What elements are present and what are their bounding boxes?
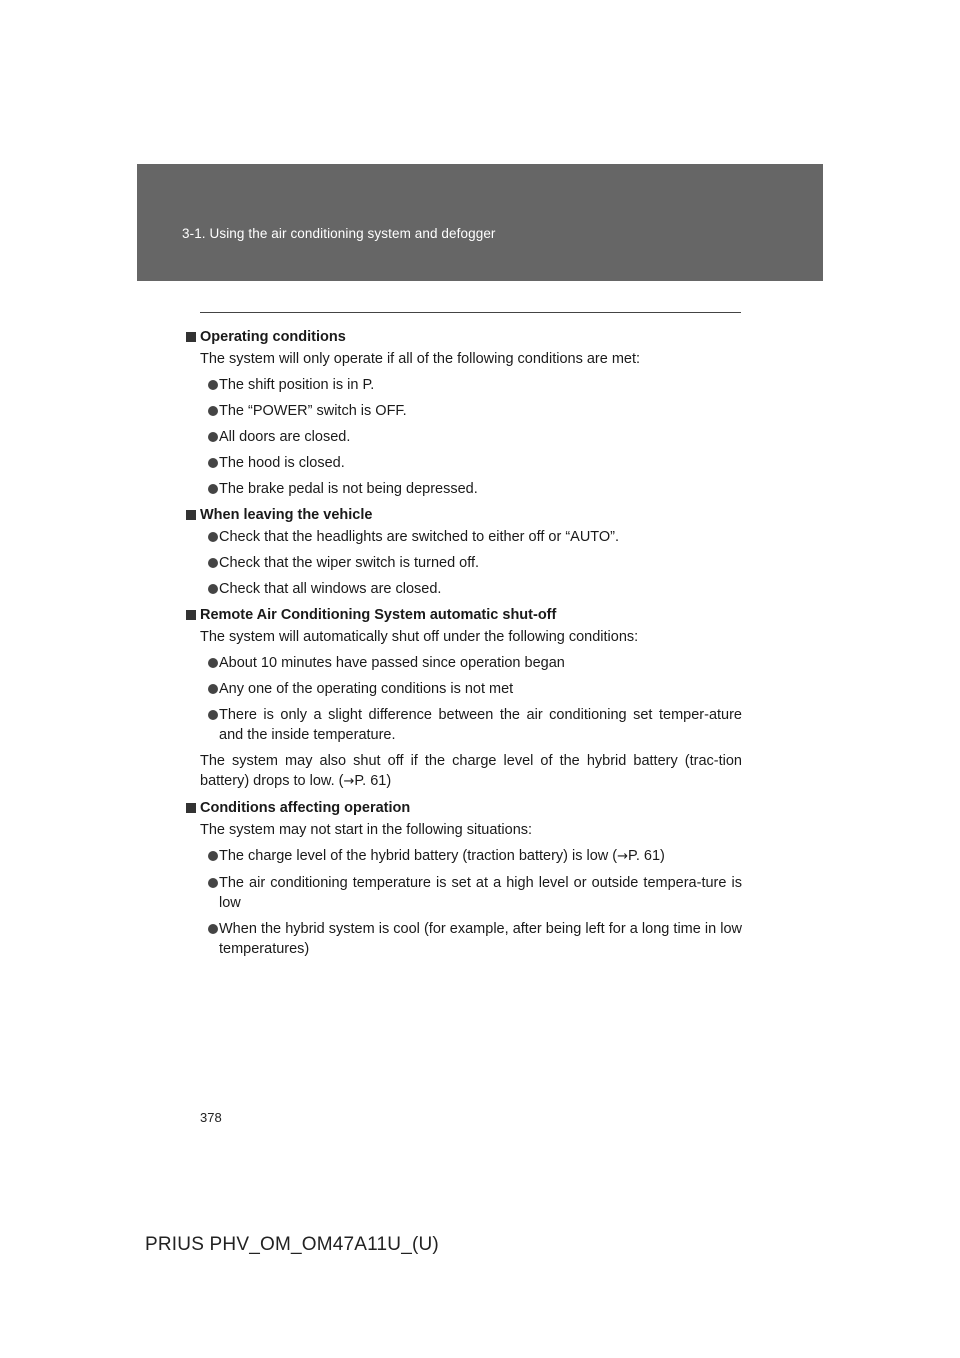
arrow-right-icon: →	[343, 774, 355, 789]
page-number: 378	[200, 1110, 222, 1125]
heading-text: When leaving the vehicle	[200, 507, 373, 523]
round-bullet-icon	[208, 710, 218, 720]
list-item	[186, 527, 742, 547]
list-item-text: When the hybrid system is cool (for example, after being left for a long time in low temperatures)	[219, 921, 742, 957]
document-code: PRIUS PHV_OM_OM47A11U_(U)	[145, 1234, 439, 1255]
round-bullet-icon	[208, 406, 218, 416]
round-bullet-icon	[208, 878, 218, 888]
section-note	[186, 751, 742, 792]
square-bullet-icon	[186, 803, 196, 813]
list-item-text: The charge level of the hybrid battery (traction battery) is low (	[219, 848, 618, 864]
heading-operating-conditions	[186, 327, 742, 347]
list-item-text: The air conditioning temperature is set at a high level or outside tempera-ture is low	[219, 875, 742, 911]
list-item-text: All doors are closed.	[219, 429, 351, 445]
list-item	[186, 401, 742, 421]
list-item	[186, 679, 742, 699]
page-content	[186, 327, 742, 959]
round-bullet-icon	[208, 432, 218, 442]
list-item	[186, 873, 742, 913]
page-reference-link[interactable]: P. 61)	[354, 773, 392, 789]
round-bullet-icon	[208, 684, 218, 694]
section-intro: The system will automatically shut off under the following conditions:	[200, 629, 639, 645]
square-bullet-icon	[186, 332, 196, 342]
list-item-text: The brake pedal is not being depressed.	[219, 481, 478, 497]
list-item	[186, 653, 742, 673]
round-bullet-icon	[208, 532, 218, 542]
heading-text: Conditions affecting operation	[200, 800, 411, 816]
list-item-text: The shift position is in P.	[219, 377, 375, 393]
list-item-text: The hood is closed.	[219, 455, 345, 471]
section-title: 3-1. Using the air conditioning system and defogger	[182, 226, 496, 241]
list-item	[186, 553, 742, 573]
list-item-text: Check that all windows are closed.	[219, 581, 442, 597]
square-bullet-icon	[186, 610, 196, 620]
round-bullet-icon	[208, 658, 218, 668]
heading-text: Operating conditions	[200, 329, 346, 345]
list-item	[186, 919, 742, 959]
page-reference-link[interactable]: P. 61)	[628, 848, 665, 864]
round-bullet-icon	[208, 851, 218, 861]
section-intro: The system will only operate if all of the following conditions are met:	[200, 351, 641, 367]
round-bullet-icon	[208, 458, 218, 468]
list-item-text: There is only a slight difference between the air conditioning set temper-ature and the inside temperature.	[219, 707, 742, 743]
heading-conditions-affecting	[186, 798, 742, 818]
header-band	[137, 164, 823, 281]
list-item	[186, 579, 742, 599]
list-item-text: About 10 minutes have passed since operation began	[219, 655, 565, 671]
round-bullet-icon	[208, 380, 218, 390]
round-bullet-icon	[208, 924, 218, 934]
round-bullet-icon	[208, 484, 218, 494]
list-item-text: Check that the headlights are switched to either off or “AUTO”.	[219, 529, 620, 545]
list-item	[186, 427, 742, 447]
list-item	[186, 479, 742, 499]
divider-rule	[200, 312, 741, 313]
list-item-text: Any one of the operating conditions is not met	[219, 681, 514, 697]
round-bullet-icon	[208, 558, 218, 568]
heading-text: Remote Air Conditioning System automatic shut-off	[200, 607, 557, 623]
list-item	[186, 705, 742, 745]
list-item	[186, 846, 742, 867]
list-item	[186, 453, 742, 473]
list-item-text: Check that the wiper switch is turned off.	[219, 555, 480, 571]
list-item	[186, 375, 742, 395]
list-item-text: The “POWER” switch is OFF.	[219, 403, 407, 419]
heading-automatic-shutoff	[186, 605, 742, 625]
heading-leaving-vehicle	[186, 505, 742, 525]
square-bullet-icon	[186, 510, 196, 520]
section-intro: The system may not start in the following situations:	[200, 822, 533, 838]
round-bullet-icon	[208, 584, 218, 594]
note-text: The system may also shut off if the charge level of the hybrid battery (trac-tion battery) drops to low. (	[200, 753, 742, 789]
arrow-right-icon: →	[617, 849, 629, 864]
